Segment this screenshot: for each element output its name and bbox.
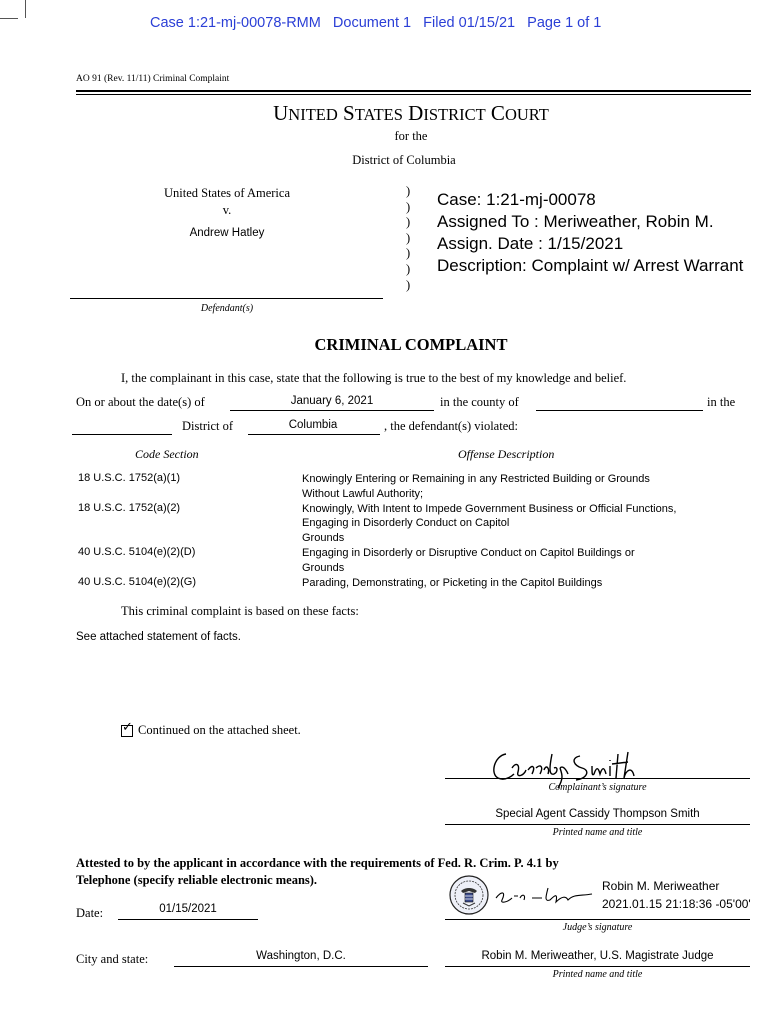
case-assigned: Assigned To : Meriweather, Robin M. [437,212,714,231]
date-label: Date: [76,906,104,920]
offense-description-list [302,472,676,590]
caption-rule [70,298,383,299]
form-id: AO 91 (Rev. 11/11) Criminal Complaint [76,74,230,84]
offense-line: Without Lawful Authority; [302,487,424,500]
judge-digital-timestamp: 2021.01.15 21:18:36 -05'00' [602,897,751,911]
judge-printed-name [445,950,750,962]
date-value: 01/15/2021 [159,903,217,915]
violated-label: , the defendant(s) violated: [384,419,518,433]
crop-mark-horizontal [0,18,18,19]
case-number: Case: 1:21-mj-00078 [437,190,596,209]
offense-line: Knowingly Entering or Remaining in any Restricted Building or Grounds [302,473,650,485]
complainant-name-line [445,824,750,825]
city-label: City and state: [76,952,149,966]
court-seal-icon [449,875,489,915]
judge-printed-label: Printed name and title [552,969,643,980]
for-the: for the [394,129,428,143]
offense-line: Grounds [302,532,345,545]
district-prefix-line [72,434,172,435]
continued-checkbox[interactable] [121,720,133,737]
offense-line: Grounds [302,561,345,574]
county-line [536,410,703,411]
attestation-line-1: Attested to by the applicant in accordance with the requirements of Fed. R. Crim. P. 4.1 by [76,856,559,870]
offense-date: January 6, 2021 [290,395,374,407]
complainant-signature-label: Complainant’s signature [548,782,647,793]
judge-signature-label: Judge’s signature [562,922,633,933]
judge-digital-name: Robin M. Meriweather [602,879,720,893]
date-prefix: On or about the date(s) of [76,395,205,409]
form-rule-thin [76,94,751,95]
district-name: District of Columbia [352,153,456,167]
date-line [118,919,258,920]
check-icon: ✓ [122,720,133,735]
code-section-header: Code Section [135,447,199,461]
code-section-3: 40 U.S.C. 5104(e)(2)(D) [78,546,196,558]
offense-line: Engaging in Disorderly Conduct on Capitol [302,517,510,530]
offense-description-header: Offense Description [458,447,555,461]
in-the: in the [707,395,736,409]
defendant-label: Defendant(s) [200,303,254,314]
crop-mark-vertical [25,0,26,18]
complaint-title: CRIMINAL COMPLAINT [314,335,508,354]
defendant-name: Andrew Hatley [189,227,265,239]
case-description: Description: Complaint w/ Arrest Warrant [437,256,744,275]
city-line [174,966,428,967]
city-value: Washington, D.C. [256,950,346,962]
continued-label: Continued on the attached sheet. [138,723,301,737]
judge-printed-line [445,966,750,967]
code-section-1: 18 U.S.C. 1752(a)(1) [78,472,181,484]
offense-line: Parading, Demonstrating, or Picketing in the Capitol Buildings [302,576,603,589]
judge-name: Robin M. Meriweather [481,950,594,962]
code-section-4: 40 U.S.C. 5104(e)(2)(G) [78,576,196,588]
case-assign-date: Assign. Date : 1/15/2021 [437,234,624,253]
district-label: District of [182,419,234,433]
offense-date-line [230,410,434,411]
offense-line: Engaging in Disorderly or Disruptive Conduct on Capitol Buildings or [302,546,635,559]
filing-header: Case 1:21-mj-00078-RMM Document 1 Filed 01/15/21 Page 1 of 1 [150,15,602,31]
form-rule-thick [76,90,751,92]
complainant-name-label: Printed name and title [552,827,643,838]
court-title: UNITED STATES DISTRICT COURT [273,101,549,125]
offense-line: Knowingly, With Intent to Impede Government Business or Official Functions, [302,502,677,515]
code-section-2: 18 U.S.C. 1752(a)(2) [78,502,181,514]
district-value-line [248,434,380,435]
attestation-line-2: Telephone (specify reliable electronic means). [76,873,318,887]
county-label: in the county of [440,395,519,409]
district-value: Columbia [288,419,338,431]
versus: v. [222,203,232,217]
facts-intro: This criminal complaint is based on these facts: [121,604,359,618]
facts-text: See attached statement of facts. [76,631,241,643]
plaintiff: United States of America [163,186,290,200]
judge-signature-icon [492,882,598,910]
judge-title: , U.S. Magistrate Judge [593,950,714,962]
complainant-name: Special Agent Cassidy Thompson Smith [495,808,700,820]
judge-signature-line [445,919,750,920]
caption-parens: ) ) ) ) ) ) ) [406,184,411,292]
intro-statement: I, the complainant in this case, state that the following is true to the best of my knowledge and belief. [121,371,627,385]
